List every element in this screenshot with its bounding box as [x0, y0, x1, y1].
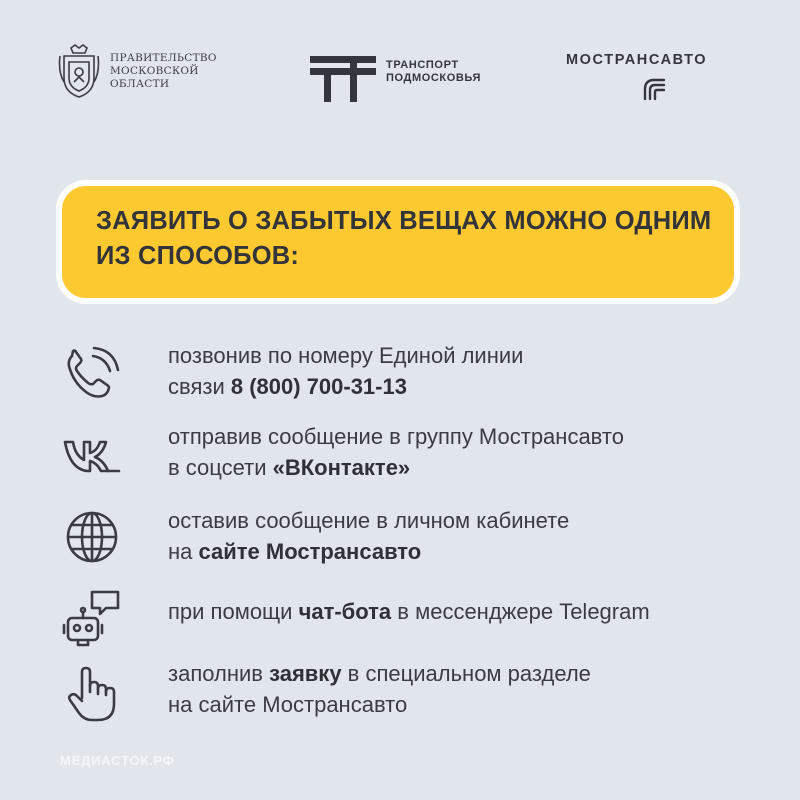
gov-line-2: МОСКОВСКОЙ [110, 64, 199, 77]
chatbot-text [168, 596, 768, 627]
vk-line-2-label: в соцсети [168, 455, 273, 480]
website-line-2 [168, 536, 768, 567]
transport-line-2: ПОДМОСКОВЬЯ [386, 72, 482, 84]
chatbot-icon [62, 588, 122, 648]
phone-line-1: позвонив по номеру Единой линии [168, 343, 524, 368]
hand-pointer-icon [62, 664, 122, 724]
header [0, 38, 800, 108]
gov-line-1: ПРАВИТЕЛЬСТВО [110, 51, 217, 64]
globe-icon [62, 507, 122, 567]
application-line-1 [168, 658, 768, 689]
headline-text: ЗАЯВИТЬ О ЗАБЫТЫХ ВЕЩАХ МОЖНО ОДНИМ ИЗ СПОСОБОВ: [96, 207, 712, 270]
government-logo [58, 42, 217, 100]
phone-icon [62, 344, 122, 404]
mostransavto-name: МОСТРАНСАВТО [566, 52, 708, 68]
vk-icon [62, 425, 122, 485]
vk-text [168, 421, 768, 483]
website-link-text: сайте Мострансавто [198, 539, 422, 564]
vk-link-text: «ВКонтакте» [272, 455, 411, 480]
headline-banner [56, 180, 740, 304]
transport-logo [310, 50, 481, 102]
application-text [168, 658, 768, 720]
chatbot-bold: чат-бота [298, 599, 392, 624]
application-line-2: на сайте Мострансавто [168, 692, 408, 717]
application-bold: заявку [269, 661, 342, 686]
mostransavto-logo [566, 52, 746, 101]
application-text-before: заполнив [168, 661, 270, 686]
vk-line-2 [168, 452, 768, 483]
chatbot-text-after: в мессенджере Telegram [391, 599, 650, 624]
phone-line-2 [168, 371, 768, 402]
chatbot-text-before: при помощи [168, 599, 299, 624]
gov-line-3: ОБЛАСТИ [110, 77, 170, 90]
phone-number: 8 (800) 700-31-13 [230, 374, 407, 399]
transport-logo-icon [310, 50, 376, 102]
website-line-2-label: на [168, 539, 199, 564]
application-text-after: в специальном разделе [341, 661, 591, 686]
chatbot-line [168, 596, 768, 627]
watermark: МЕДИАСТОК.РФ [60, 753, 175, 768]
mostransavto-mark-icon [642, 77, 666, 101]
phone-text [168, 340, 768, 402]
vk-line-1: отправив сообщение в группу Мострансавто [168, 424, 624, 449]
coat-of-arms-icon [58, 42, 100, 100]
website-text [168, 505, 768, 567]
phone-line-2-label: связи [168, 374, 231, 399]
website-line-1: оставив сообщение в личном кабинете [168, 508, 570, 533]
transport-line-1: ТРАНСПОРТ [386, 59, 459, 71]
